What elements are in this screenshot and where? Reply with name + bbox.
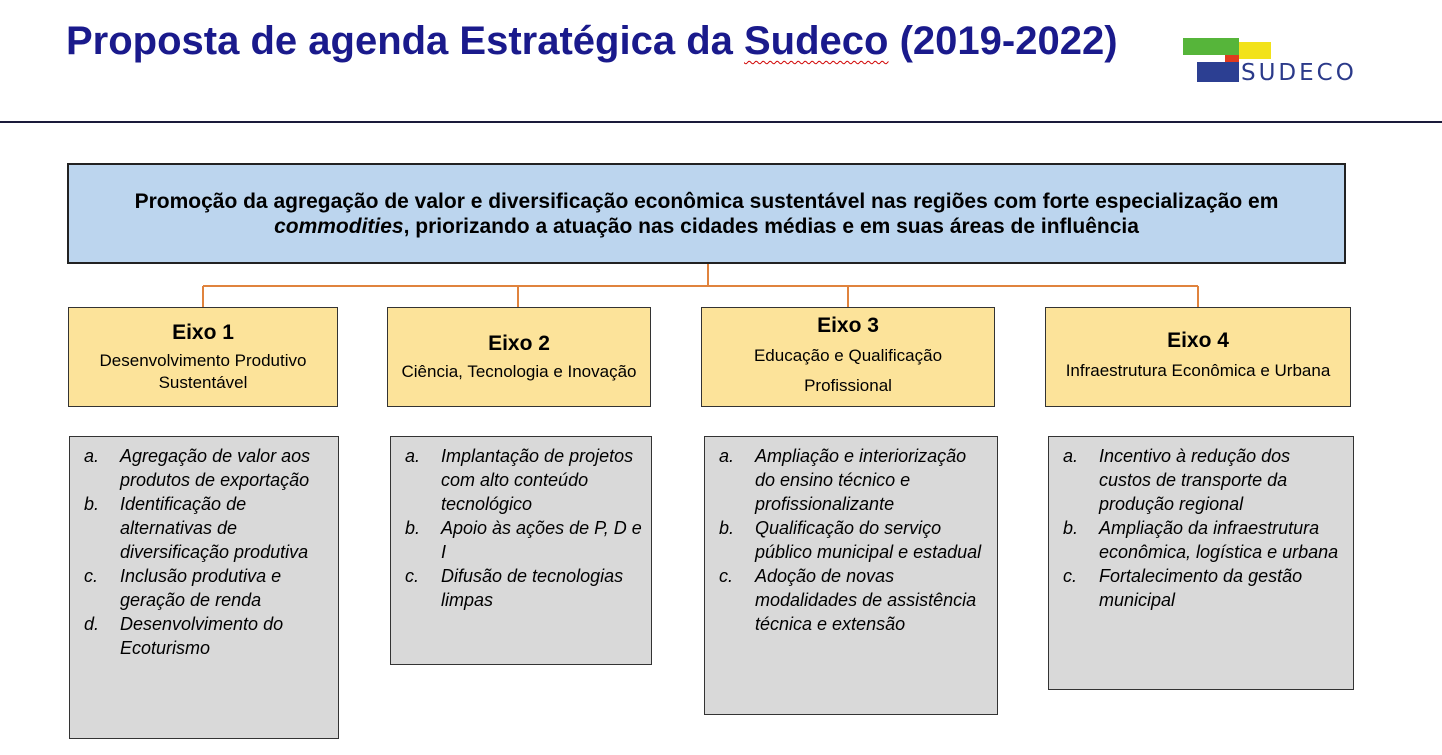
objective-text-part2: , priorizando a atuação nas cidades médias e em suas áreas de influência <box>403 214 1139 238</box>
logo-yellow-block <box>1239 42 1271 59</box>
eixo-1-actions <box>69 436 339 739</box>
list-item <box>1063 516 1347 564</box>
list-item <box>719 444 991 516</box>
item-marker: c. <box>1063 566 1078 586</box>
eixo-2-name: Ciência, Tecnologia e Inovação <box>401 362 637 381</box>
item-marker: b. <box>84 494 100 514</box>
item-marker: a. <box>405 446 421 466</box>
item-marker: c. <box>719 566 734 586</box>
eixo-4-action-list <box>1063 444 1347 612</box>
logo-wordmark: SUDECO <box>1241 60 1357 86</box>
list-item <box>84 564 332 612</box>
eixo-1-name: Desenvolvimento Produtivo Sustentável <box>99 351 307 392</box>
eixo-1-box <box>68 307 338 407</box>
objective-text-part1: Promoção da agregação de valor e diversificação econômica sustentável nas regiões com forte especialização em <box>134 189 1279 213</box>
logo-blue-block <box>1197 62 1239 82</box>
strategic-objective-box <box>67 163 1346 264</box>
eixo-4-name: Infraestrutura Econômica e Urbana <box>1065 361 1331 380</box>
item-marker: c. <box>84 566 99 586</box>
eixo-3-action-list <box>719 444 991 636</box>
item-text: Ampliação da infraestrutura econômica, logística e urbana <box>1099 518 1339 562</box>
item-marker: b. <box>405 518 421 538</box>
item-text: Identificação de alternativas de diversificação produtiva <box>120 494 309 562</box>
item-text: Desenvolvimento do Ecoturismo <box>120 614 284 658</box>
eixo-3-box <box>701 307 995 407</box>
slide-title <box>66 18 1146 64</box>
item-text: Difusão de tecnologias limpas <box>441 566 624 610</box>
item-marker: b. <box>719 518 735 538</box>
title-text-end: (2019-2022) <box>888 19 1118 63</box>
eixo-3-actions <box>704 436 998 715</box>
eixo-2-title: Eixo 2 <box>488 332 550 355</box>
eixo-2-box <box>387 307 651 407</box>
sudeco-logo <box>1180 38 1400 86</box>
item-text: Qualificação do serviço público municipal e estadual <box>755 518 982 562</box>
title-text-start: Proposta de agenda Estratégica da <box>66 19 744 63</box>
list-item <box>84 492 332 564</box>
item-marker: c. <box>405 566 420 586</box>
header-divider <box>0 121 1442 123</box>
list-item <box>1063 564 1347 612</box>
strategic-objective-text <box>75 189 1338 239</box>
list-item <box>719 564 991 636</box>
eixo-3-name: Educação e Qualificação Profissional <box>753 346 943 395</box>
eixo-3-title: Eixo 3 <box>817 314 879 337</box>
item-marker: a. <box>719 446 735 466</box>
list-item <box>1063 444 1347 516</box>
list-item <box>84 612 332 660</box>
eixo-2-actions <box>390 436 652 665</box>
item-text: Inclusão produtiva e geração de renda <box>120 566 282 610</box>
eixo-1-title: Eixo 1 <box>172 321 234 344</box>
item-text: Agregação de valor aos produtos de exportação <box>120 446 311 490</box>
list-item <box>719 516 991 564</box>
item-marker: b. <box>1063 518 1079 538</box>
eixo-2-action-list <box>405 444 645 612</box>
item-text: Ampliação e interiorização do ensino técnico e profissionalizante <box>755 446 967 514</box>
item-text: Apoio às ações de P, D e I <box>441 518 642 562</box>
list-item <box>84 444 332 492</box>
list-item <box>405 516 645 564</box>
list-item <box>405 444 645 516</box>
logo-green-block <box>1183 38 1239 55</box>
list-item <box>405 564 645 612</box>
item-marker: d. <box>84 614 100 634</box>
item-text: Adoção de novas modalidades de assistência técnica e extensão <box>755 566 977 634</box>
title-text-sudeco: Sudeco <box>744 19 889 63</box>
eixo-4-actions <box>1048 436 1354 690</box>
objective-text-italic: commodities <box>274 214 404 238</box>
item-text: Implantação de projetos com alto conteúdo tecnológico <box>441 446 634 514</box>
eixo-1-action-list <box>84 444 332 660</box>
eixo-4-title: Eixo 4 <box>1167 329 1229 352</box>
item-marker: a. <box>84 446 100 466</box>
item-text: Fortalecimento da gestão municipal <box>1099 566 1303 610</box>
item-marker: a. <box>1063 446 1079 466</box>
eixo-4-box <box>1045 307 1351 407</box>
item-text: Incentivo à redução dos custos de transporte da produção regional <box>1099 446 1291 514</box>
